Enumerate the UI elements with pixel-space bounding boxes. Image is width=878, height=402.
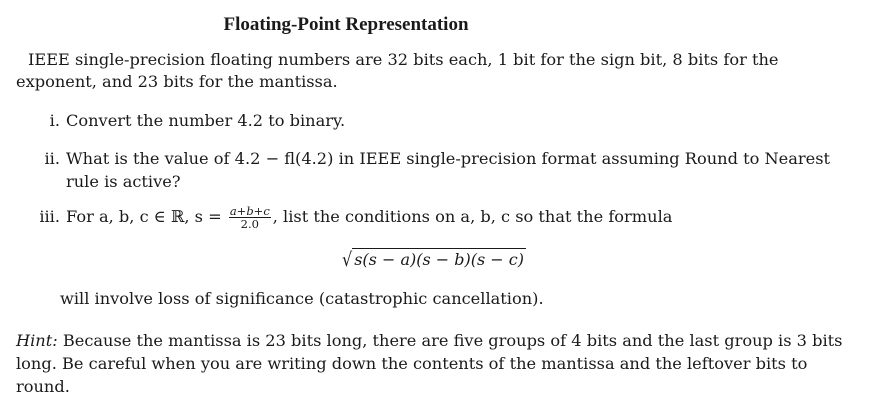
fraction-denominator: 2.0: [240, 217, 259, 231]
intro-paragraph: IEEE single-precision floating numbers are 32 bits each, 1 bit for the sign bit, 8 bits for the exponent, and 23 bits for the mantissa.: [16, 50, 779, 91]
item-number: i.: [49, 111, 60, 130]
item-text-before: For a, b, c ∈ ℝ, s =: [66, 207, 222, 226]
item-text-line2: rule is active?: [66, 172, 181, 191]
hint-label: Hint:: [16, 331, 58, 350]
fraction: [229, 205, 271, 230]
question-item-ii: [26, 147, 836, 193]
hint-paragraph: [16, 329, 862, 398]
square-root-icon: √: [342, 248, 353, 271]
item-text-line1: What is the value of 4.2 − fl(4.2) in IEEE single-precision format assuming Round to Nearest: [66, 149, 831, 168]
item-number: iii.: [39, 207, 60, 226]
item-number: ii.: [44, 149, 60, 168]
hint-text: Because the mantissa is 23 bits long, there are five groups of 4 bits and the last group is 3 bits long. Be careful when you are writing down the contents of the mantissa and the leftover bits to round.: [16, 331, 843, 396]
formula-radicand: s(s − a)(s − b)(s − c): [354, 250, 524, 269]
question-item-iii: [26, 205, 672, 230]
formula: [342, 250, 526, 270]
item-text: Convert the number 4.2 to binary.: [66, 111, 346, 130]
page-title: Floating-Point Representation: [223, 14, 469, 35]
item-text-after: , list the conditions on a, b, c so that the formula: [272, 207, 673, 226]
fraction-numerator: a+b+c: [229, 204, 270, 218]
question-item-i: [26, 109, 345, 132]
formula-followup-text: will involve loss of significance (catastrophic cancellation).: [60, 289, 544, 308]
